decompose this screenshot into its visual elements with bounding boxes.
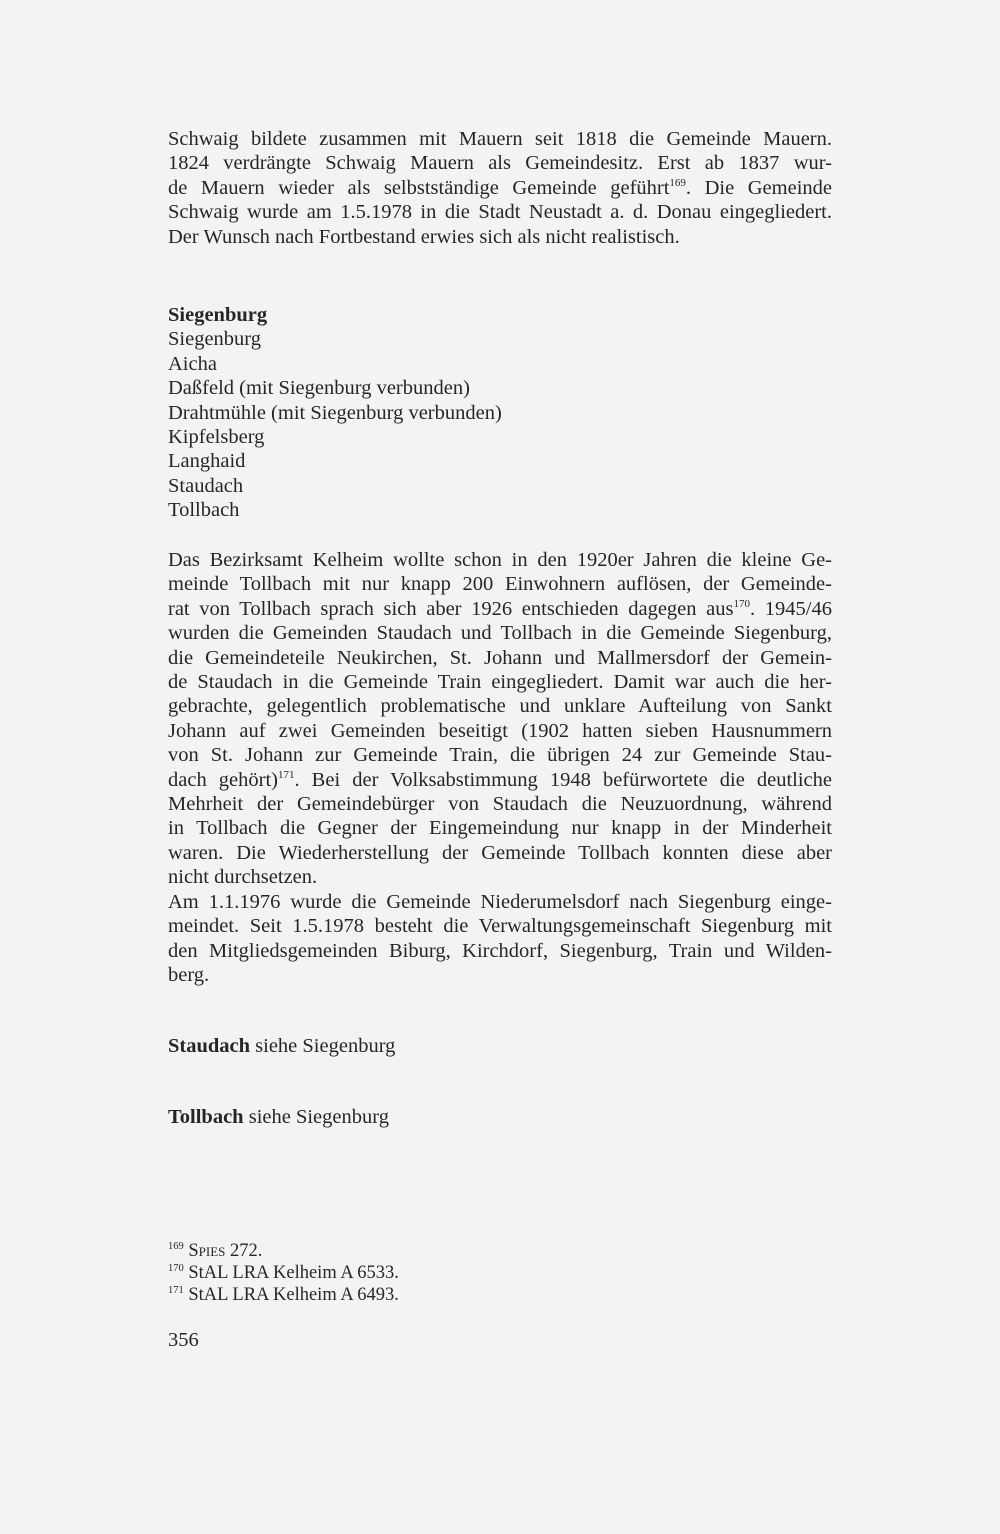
section-heading-staudach: Staudach: [168, 1035, 251, 1057]
footnote-text: StAL LRA Kelheim A 6493.: [183, 1285, 399, 1305]
main-paragraph: [168, 548, 832, 890]
place-item: Siegenburg: [168, 328, 262, 351]
section-heading-tollbach: Tollbach: [168, 1106, 244, 1128]
footnote-ref-171[interactable]: 171: [277, 768, 295, 781]
place-item: Drahtmühle (mit Siegenburg verbunden): [168, 401, 502, 424]
text-line: Am 1.1.1976 wurde die Gemeinde Niederumelsdorf nach Siegenburg einge-: [168, 891, 832, 913]
text-line: wurden die Gemeinden Staudach und Tollbach in die Gemeinde Siegenburg,: [168, 622, 832, 645]
footnote-ref-169[interactable]: 169: [669, 176, 686, 189]
text-line: [168, 768, 832, 792]
footnote-number: 171: [168, 1285, 184, 1296]
tollbach-entry: [168, 1105, 832, 1129]
place-item: Staudach: [168, 474, 244, 497]
text-line: Schwaig wurde am 1.5.1978 in die Stadt Neustadt a. d. Donau eingegliedert.: [168, 201, 832, 224]
text-line: in Tollbach die Gegner der Eingemeindung nur knapp in der Minderheit: [168, 817, 832, 840]
footnote-ref-170[interactable]: 170: [733, 597, 751, 610]
footnote-171: [168, 1284, 832, 1306]
footnotes: [168, 1240, 832, 1306]
text-line: Schwaig bildete zusammen mit Mauern seit 1818 die Gemeinde Mauern.: [168, 128, 832, 150]
text-line: [168, 176, 832, 200]
text-line: Der Wunsch nach Fortbestand erwies sich als nicht realistisch.: [168, 225, 680, 248]
text-line: meindet. Seit 1.5.1978 besteht die Verwaltungsgemeinschaft Siegenburg mit: [168, 915, 832, 938]
footnote-170: [168, 1262, 832, 1284]
text-segment: de Mauern wieder als selbstständige Gemeinde geführt: [168, 176, 670, 199]
intro-paragraph: [168, 127, 832, 249]
text-line: Mehrheit der Gemeindebürger von Staudach die Neuzuordnung, während: [168, 793, 832, 816]
footnote-text: StAL LRA Kelheim A 6533.: [183, 1263, 399, 1283]
text-line: waren. Die Wiederherstellung der Gemeinde Tollbach konnten diese aber: [168, 841, 832, 864]
staudach-entry: [168, 1034, 832, 1058]
text-line: gebrachte, gelegentlich problematische und unklare Aufteilung von Sankt: [168, 695, 832, 718]
footnote-text: 272.: [225, 1241, 263, 1261]
text-line: [168, 597, 832, 621]
text-line: de Staudach in die Gemeinde Train eingegliedert. Damit war auch die her-: [168, 671, 832, 694]
place-item: Aicha: [168, 352, 217, 375]
cross-reference[interactable]: siehe Siegenburg: [243, 1106, 389, 1128]
text-line: meinde Tollbach mit nur knapp 200 Einwohnern auflösen, der Gemeinde-: [168, 573, 832, 596]
section-heading-siegenburg: Siegenburg: [168, 304, 268, 326]
text-line: den Mitgliedsgemeinden Biburg, Kirchdorf, Siegenburg, Train und Wilden-: [168, 939, 832, 962]
text-line: 1824 verdrängte Schwaig Mauern als Gemeindesitz. Erst ab 1837 wur-: [168, 152, 832, 175]
place-item: Kipfelsberg: [168, 426, 265, 449]
place-item: Langhaid: [168, 450, 246, 473]
text-line: Das Bezirksamt Kelheim wollte schon in den 1920er Jahren die kleine Ge-: [168, 549, 832, 571]
text-segment: . 1945/46: [750, 597, 832, 620]
page-number: 356: [168, 1329, 199, 1351]
text-line: Johann auf zwei Gemeinden beseitigt (1902 hatten sieben Hausnummern: [168, 719, 832, 742]
place-item: Tollbach: [168, 499, 240, 522]
footnote-number: 170: [168, 1263, 184, 1274]
siegenburg-section: [168, 303, 832, 523]
place-item: Daßfeld (mit Siegenburg verbunden): [168, 377, 470, 400]
second-paragraph: [168, 890, 832, 988]
footnote-source: Spies: [188, 1241, 226, 1261]
text-segment: . Bei der Volksabstimmung 1948 befürwortete die deutliche: [294, 768, 832, 791]
footnote-169: [168, 1240, 832, 1262]
footnote-number: 169: [168, 1241, 184, 1252]
cross-reference[interactable]: siehe Siegenburg: [250, 1035, 396, 1057]
text-segment: . Die Gemeinde: [685, 176, 832, 199]
text-line: berg.: [168, 964, 210, 987]
text-line: die Gemeindeteile Neukirchen, St. Johann und Mallmersdorf der Gemein-: [168, 646, 832, 669]
text-line: nicht durchsetzen.: [168, 866, 318, 889]
text-line: von St. Johann zur Gemeinde Train, die übrigen 24 zur Gemeinde Stau-: [168, 744, 832, 767]
text-segment: rat von Tollbach sprach sich aber 1926 entschieden dagegen aus: [168, 597, 734, 620]
text-segment: dach gehört): [168, 768, 278, 791]
